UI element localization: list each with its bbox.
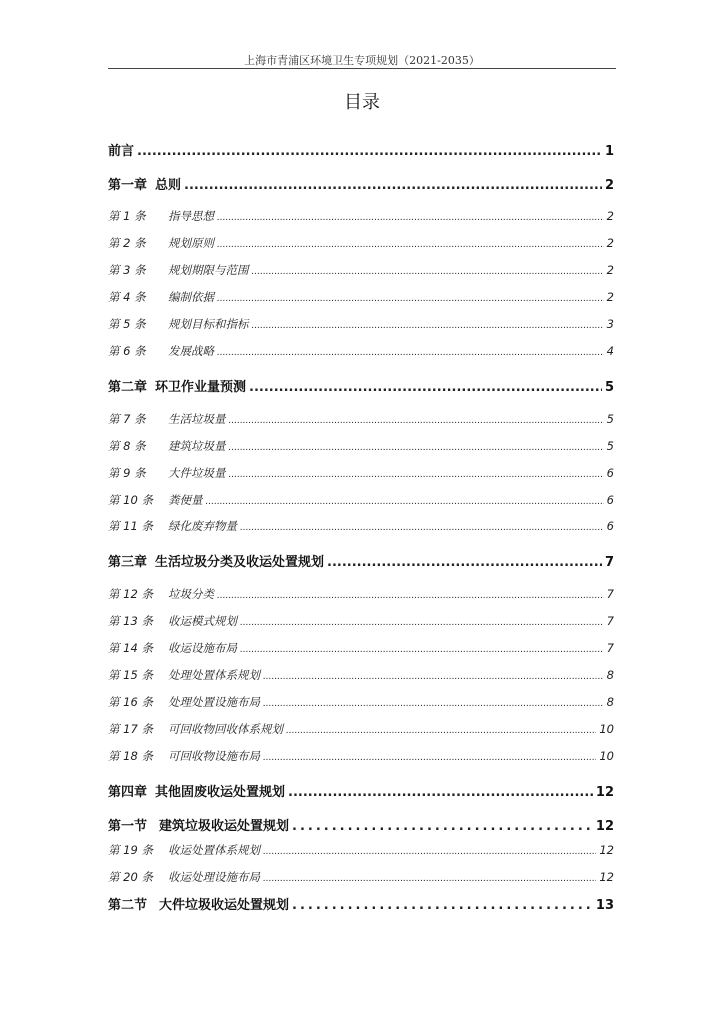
toc-entry-number: 第一章: [108, 178, 148, 193]
dot-leader: [292, 898, 593, 913]
toc-entry-heading: [108, 438, 226, 454]
toc-entry-label: 编制依据: [168, 290, 214, 304]
toc-entry-number: 第二章: [108, 380, 148, 395]
toc-chapter-entry[interactable]: [108, 781, 614, 800]
toc-article-entry[interactable]: [108, 518, 614, 534]
toc-entry-heading: [108, 667, 260, 683]
dot-leader: [263, 672, 604, 682]
dot-leader: [263, 874, 596, 884]
toc-page-number: 6: [606, 519, 614, 533]
toc-entry-label: 可回收物设施布局: [168, 749, 260, 763]
toc-entry-heading: [108, 376, 246, 395]
toc-entry-heading: [108, 411, 226, 427]
dot-leader: [286, 726, 596, 736]
toc-entry-number: 第 5 条: [108, 317, 146, 331]
toc-entry-label: 处理处置设施布局: [168, 695, 260, 709]
toc-entry-number: 第 1 条: [108, 209, 146, 223]
dot-leader: [292, 819, 593, 834]
toc-entry-heading: [108, 842, 260, 858]
toc-entry-heading: [108, 721, 283, 737]
dot-leader: [217, 591, 604, 601]
dot-leader: [229, 443, 604, 453]
dot-leader: [184, 178, 602, 193]
toc-entry-number: 第二节: [108, 898, 148, 913]
toc-entry-label: 环卫作业量预测: [155, 380, 247, 395]
toc-section-entry[interactable]: [108, 815, 614, 834]
dot-leader: [217, 213, 604, 223]
running-header: 上海市青浦区环境卫生专项规划（2021-2035）: [244, 54, 480, 67]
toc-entry-number: 第 10 条: [108, 493, 153, 507]
toc-chapter-entry[interactable]: [108, 140, 614, 159]
dot-leader: [263, 699, 604, 709]
toc-entry-label: 收运设施布局: [168, 641, 237, 655]
toc-entry-number: 第 8 条: [108, 439, 146, 453]
toc-entry-heading: [108, 208, 214, 224]
toc-article-entry[interactable]: [108, 613, 614, 629]
toc-page-number: 7: [604, 555, 614, 570]
dot-leader: [137, 144, 602, 159]
toc-entry-number: 第四章: [108, 785, 148, 800]
toc-entry-label: 绿化废弃物量: [168, 519, 237, 533]
toc-page-number: 12: [595, 785, 614, 800]
toc-entry-heading: [108, 343, 214, 359]
page-title: 目录: [344, 92, 380, 113]
dot-leader: [229, 470, 604, 480]
dot-leader: [263, 753, 596, 763]
toc-page-number: 10: [599, 749, 614, 763]
toc-article-entry[interactable]: [108, 316, 614, 332]
toc-chapter-entry[interactable]: [108, 551, 614, 570]
dot-leader: [288, 785, 593, 800]
toc-page-number: 8: [606, 695, 614, 709]
toc-entry-label: 垃圾分类: [168, 587, 214, 601]
toc-entry-label: 建筑垃圾量: [168, 439, 226, 453]
toc-article-entry[interactable]: [108, 411, 614, 427]
toc-page-number: 7: [606, 587, 614, 601]
toc-article-entry[interactable]: [108, 640, 614, 656]
dot-leader: [217, 294, 604, 304]
dot-leader: [252, 321, 604, 331]
toc-entry-label: 处理处置体系规划: [168, 668, 260, 682]
toc-entry-heading: [108, 781, 285, 800]
toc-page-number: 8: [606, 668, 614, 682]
toc-article-entry[interactable]: [108, 438, 614, 454]
toc-page-number: 2: [606, 236, 614, 250]
toc-article-entry[interactable]: [108, 235, 614, 251]
toc-article-entry[interactable]: [108, 492, 614, 508]
toc-page-number: 7: [606, 641, 614, 655]
toc-entry-heading: [108, 174, 181, 193]
toc-entry-number: 第 6 条: [108, 344, 146, 358]
dot-leader: [252, 267, 604, 277]
toc-page-number: 5: [606, 439, 614, 453]
toc-entry-label: 规划原则: [168, 236, 214, 250]
toc-entry-label: 规划目标和指标: [168, 317, 249, 331]
toc-entry-heading: [108, 815, 289, 834]
toc-article-entry[interactable]: [108, 748, 614, 764]
toc-entry-label: 其他固废收运处置规划: [155, 785, 286, 800]
toc-entry-label: 可回收物回收体系规划: [168, 722, 283, 736]
dot-leader: [240, 618, 604, 628]
toc-chapter-entry[interactable]: [108, 376, 614, 395]
toc-entry-number: 第 7 条: [108, 412, 146, 426]
toc-page-number: 7: [606, 614, 614, 628]
toc-article-entry[interactable]: [108, 694, 614, 710]
toc-page-number: 2: [606, 263, 614, 277]
toc-entry-number: 第 14 条: [108, 641, 153, 655]
toc-entry-heading: [108, 316, 249, 332]
toc-entry-label: 生活垃圾分类及收运处置规划: [155, 555, 325, 570]
toc-entry-heading: [108, 894, 289, 913]
toc-entry-label: 总则: [155, 178, 182, 193]
toc-entry-label: 前言: [108, 144, 135, 159]
toc-entry-number: 第 20 条: [108, 870, 153, 884]
toc-entry-heading: [108, 465, 226, 481]
toc-entry-label: 大件垃圾量: [168, 466, 226, 480]
toc-entry-number: 第 16 条: [108, 695, 153, 709]
dot-leader: [229, 416, 604, 426]
toc-page-number: 12: [599, 870, 614, 884]
toc-entry-heading: [108, 262, 249, 278]
dot-leader: [206, 497, 604, 507]
toc-entry-number: 第 15 条: [108, 668, 153, 682]
toc-article-entry[interactable]: [108, 586, 614, 602]
toc-entry-label: 收运处理设施布局: [168, 870, 260, 884]
toc-entry-number: 第三章: [108, 555, 148, 570]
dot-leader: [249, 380, 602, 395]
dot-leader: [240, 523, 604, 533]
dot-leader: [263, 847, 596, 857]
toc-entry-heading: [108, 235, 214, 251]
toc-page-number: 2: [606, 209, 614, 223]
toc-article-entry[interactable]: [108, 208, 614, 224]
toc-page-number: 1: [604, 144, 614, 159]
toc-entry-number: 第 3 条: [108, 263, 146, 277]
toc-page-number: 5: [604, 380, 614, 395]
toc-entry-label: 指导思想: [168, 209, 214, 223]
toc-article-entry[interactable]: [108, 721, 614, 737]
toc-page-number: 13: [595, 898, 614, 913]
toc-article-entry[interactable]: [108, 289, 614, 305]
toc-entry-number: 第 17 条: [108, 722, 153, 736]
toc-page-number: 2: [604, 178, 614, 193]
toc-entry-number: 第 19 条: [108, 843, 153, 857]
toc-page-number: 2: [606, 290, 614, 304]
toc-section-entry[interactable]: [108, 894, 614, 913]
toc-article-entry[interactable]: [108, 343, 614, 359]
toc-entry-heading: [108, 640, 237, 656]
toc-page-number: 12: [595, 819, 614, 834]
toc-entry-heading: [108, 586, 214, 602]
toc-entry-label: 大件垃圾收运处置规划: [159, 898, 290, 913]
toc-article-entry[interactable]: [108, 842, 614, 858]
toc-entry-number: 第 11 条: [108, 519, 153, 533]
toc-entry-label: 发展战略: [168, 344, 214, 358]
toc-entry-heading: [108, 551, 324, 570]
toc-entry-number: 第 9 条: [108, 466, 146, 480]
toc-entry-label: 规划期限与范围: [168, 263, 249, 277]
toc-entry-heading: [108, 518, 237, 534]
toc-entry-number: 第 18 条: [108, 749, 153, 763]
toc-entry-heading: [108, 869, 260, 885]
toc-chapter-entry[interactable]: [108, 174, 614, 193]
toc-page-number: 10: [599, 722, 614, 736]
toc-entry-number: 第 12 条: [108, 587, 153, 601]
dot-leader: [240, 645, 604, 655]
dot-leader: [327, 555, 602, 570]
toc-entry-heading: [108, 492, 203, 508]
toc-entry-heading: [108, 140, 134, 159]
toc-article-entry[interactable]: [108, 667, 614, 683]
toc-page-number: 5: [606, 412, 614, 426]
toc-entry-label: 收运处置体系规划: [168, 843, 260, 857]
toc-page-number: 12: [599, 843, 614, 857]
toc-entry-heading: [108, 289, 214, 305]
toc-entry-label: 生活垃圾量: [168, 412, 226, 426]
toc-entry-label: 建筑垃圾收运处置规划: [159, 819, 290, 834]
toc-entry-heading: [108, 694, 260, 710]
toc-entry-label: 粪便量: [168, 493, 203, 507]
toc-page-number: 6: [606, 466, 614, 480]
toc-page-number: 6: [606, 493, 614, 507]
toc-page-number: 4: [606, 344, 614, 358]
toc-entry-heading: [108, 613, 237, 629]
toc-entry-number: 第 4 条: [108, 290, 146, 304]
dot-leader: [217, 240, 604, 250]
toc-article-entry[interactable]: [108, 262, 614, 278]
dot-leader: [217, 348, 604, 358]
toc-article-entry[interactable]: [108, 465, 614, 481]
toc-article-entry[interactable]: [108, 869, 614, 885]
toc-entry-number: 第 2 条: [108, 236, 146, 250]
toc-page-number: 3: [606, 317, 614, 331]
toc-entry-heading: [108, 748, 260, 764]
toc-entry-number: 第一节: [108, 819, 148, 834]
toc-entry-number: 第 13 条: [108, 614, 153, 628]
toc-entry-label: 收运模式规划: [168, 614, 237, 628]
